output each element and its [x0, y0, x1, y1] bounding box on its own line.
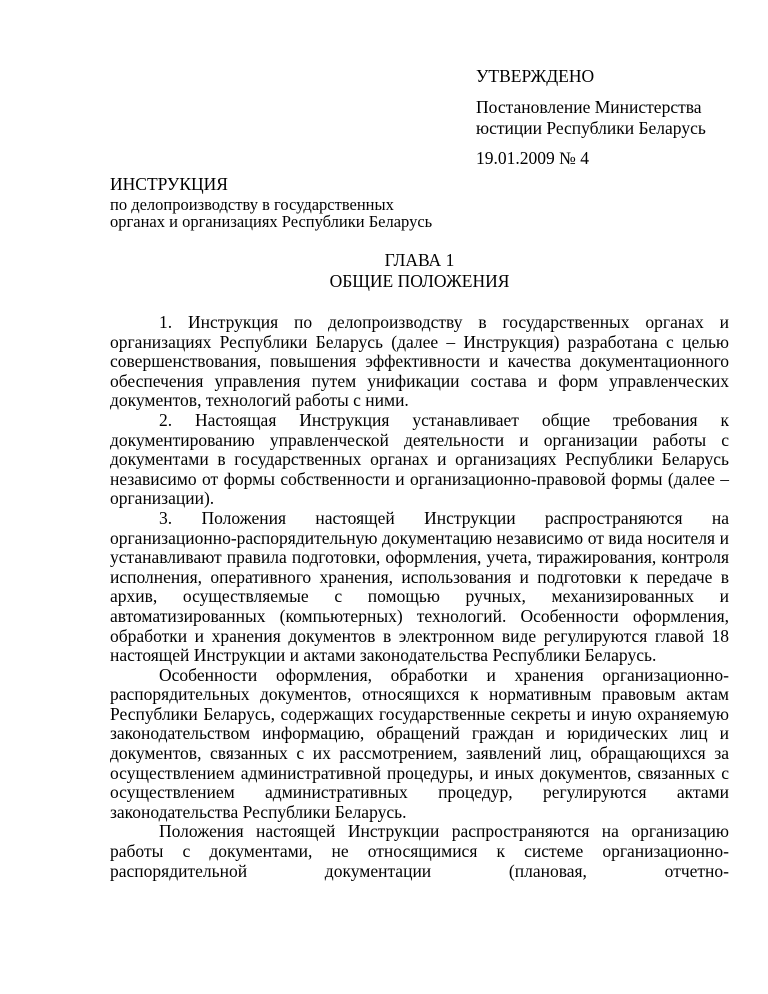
instruction-heading [110, 172, 530, 230]
chapter-title: ОБЩИЕ ПОЛОЖЕНИЯ [329, 271, 510, 291]
paragraph-5: Положения настоящей Инструкции распространяются на организацию работы с документами, не относящимися к системе организационно-распорядительной документации (плановая, отчетно- [110, 821, 729, 881]
decree-date-number: 19.01.2009 № 4 [476, 148, 589, 168]
approved-title: УТВЕРЖДЕНО [476, 66, 595, 86]
approval-stamp [476, 66, 756, 169]
chapter-number: ГЛАВА 1 [384, 250, 455, 270]
instruction-subtitle-line-1: по делопроизводству в государственных [110, 195, 394, 214]
paragraph-2: 2. Настоящая Инструкция устанавливает общие требования к документированию управленческой деятельности и организации работы с документами в государственных органах и организациях Республики Беларусь независимо от формы собственности и организационно-правовой формы (далее – организации). [110, 409, 729, 509]
instruction-title: ИНСТРУКЦИЯ [110, 174, 228, 194]
paragraph-1: 1. Инструкция по делопроизводству в государственных органах и организациях Республики Беларусь (далее – Инструкция) разработана с целью совершенствования, повышения эффективности и качества документационного обеспечения управления путем унификации состава и форм управленческих документов, технологий работы с ними. [110, 312, 729, 411]
decree-line-1: Постановление Министерства [476, 97, 702, 117]
instruction-subtitle-line-2: органах и организациях Республики Беларусь [110, 212, 433, 231]
paragraph-4: Особенности оформления, обработки и хранения организационно-распорядительных документов, относящихся к нормативным правовым актам Республики Беларусь, содержащих государственные секреты и иную охраняемую законодательством информацию, обращений граждан и юридических лиц и документов, связанных с их рассмотрением, заявлений лиц, обращающихся за осуществлением административной процедуры, и иных документов, связанных с осуществлением административных процедур, регулируются актами законодательства Республики Беларусь. [110, 664, 729, 822]
decree-line-2: юстиции Республики Беларусь [476, 118, 706, 138]
document-body [110, 313, 729, 881]
chapter-heading [110, 250, 729, 292]
paragraph-3: 3. Положения настоящей Инструкции распространяются на организационно-распорядительную документацию независимо от вида носителя и устанавливают правила подготовки, оформления, учета, тиражирования, контроля исполнения, оперативного хранения, использования и подготовки к передаче в архив, осуществляемые с помощью ручных, механизированных и автоматизированных (компьютерных) технологий. Особенности оформления, обработки и хранения документов в электронном виде регулируются главой 18 настоящей Инструкции и актами законодательства Республики Беларусь. [110, 507, 729, 666]
